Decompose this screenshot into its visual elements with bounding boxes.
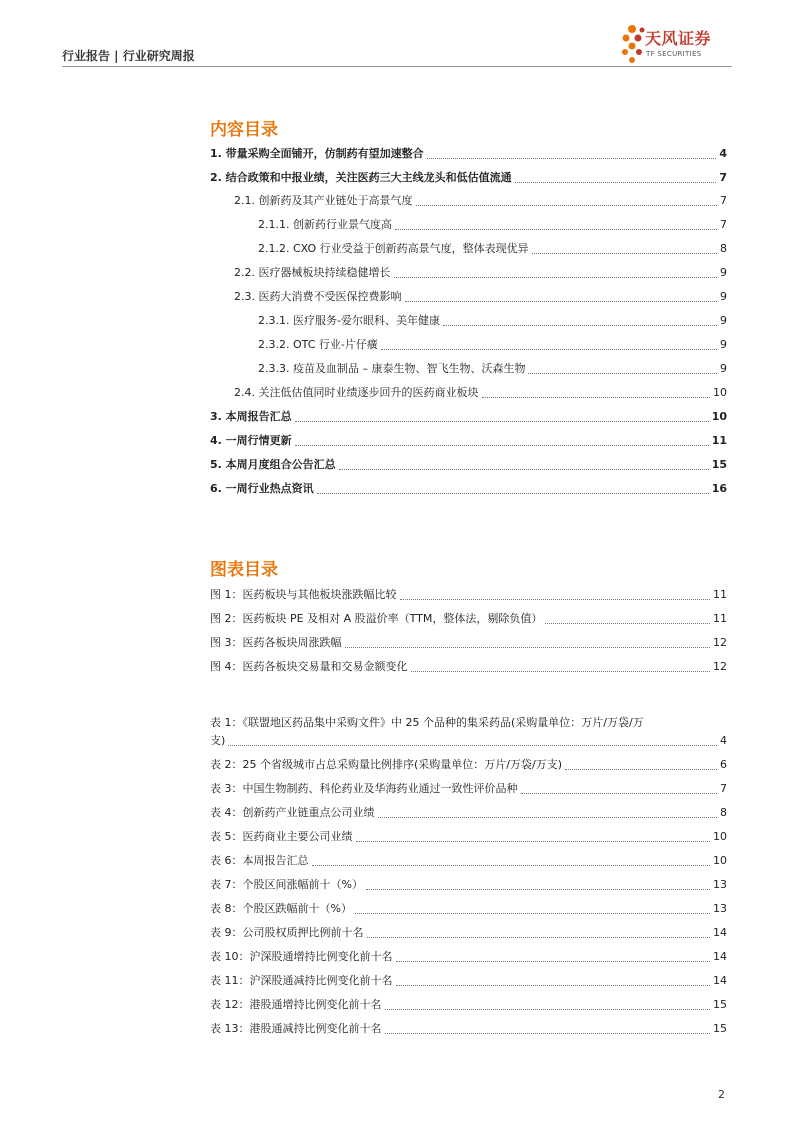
figure-item-4[interactable]	[210, 658, 727, 676]
leader-dots	[366, 889, 710, 890]
figures-heading: 图表目录	[210, 560, 278, 580]
table-item-page: 4	[720, 734, 727, 747]
figure-item-1[interactable]	[210, 586, 727, 604]
leader-dots	[385, 1033, 711, 1034]
table-item-page: 6	[720, 758, 727, 771]
table-item-page: 10	[713, 830, 727, 843]
toc-item-page: 9	[720, 338, 727, 351]
toc-item-2-1[interactable]	[234, 192, 727, 210]
toc-item-page: 16	[711, 482, 727, 495]
toc-item-page: 7	[720, 194, 727, 207]
toc-item-label: 2.1.1. 创新药行业景气度高	[258, 218, 392, 231]
table-item-6[interactable]	[210, 852, 727, 870]
table-item-1[interactable]	[210, 732, 727, 750]
table-item-page: 14	[713, 926, 727, 939]
figure-item-page: 11	[713, 588, 727, 601]
toc-item-2-3-2[interactable]	[258, 336, 727, 354]
toc-item-label: 2.3.2. OTC 行业-片仔癀	[258, 338, 378, 351]
toc-item-page: 7	[720, 218, 727, 231]
leader-dots	[228, 745, 717, 746]
leader-dots	[385, 1009, 711, 1010]
toc-item-2-4[interactable]	[234, 384, 727, 402]
figure-item-2[interactable]	[210, 610, 727, 628]
toc-item-2-1-2[interactable]	[258, 240, 727, 258]
leader-dots	[565, 769, 717, 770]
toc-item-3[interactable]	[210, 408, 727, 426]
leader-dots	[345, 647, 711, 648]
toc-item-page: 9	[720, 314, 727, 327]
toc-item-5[interactable]	[210, 456, 727, 474]
page-number: 2	[718, 1088, 725, 1101]
toc-item-page: 10	[711, 410, 727, 423]
table-item-11[interactable]	[210, 972, 727, 990]
table-item-label: 表 10：沪深股通增持比例变化前十名	[210, 950, 393, 963]
table-item-page: 14	[713, 950, 727, 963]
figure-item-label: 图 1：医药板块与其他板块涨跌幅比较	[210, 588, 397, 601]
toc-item-2-1-1[interactable]	[258, 216, 727, 234]
leader-dots	[411, 671, 711, 672]
table-item-label: 表 4：创新药产业链重点公司业绩	[210, 806, 375, 819]
table-item-page: 15	[713, 998, 727, 1011]
leader-dots	[427, 158, 717, 159]
table-item-label: 表 9：公司股权质押比例前十名	[210, 926, 364, 939]
toc-item-1[interactable]	[210, 145, 727, 163]
report-category: 行业报告 | 行业研究周报	[62, 49, 195, 63]
table-item-page: 13	[713, 878, 727, 891]
leader-dots	[405, 301, 718, 302]
leader-dots	[356, 841, 711, 842]
table-item-7[interactable]	[210, 876, 727, 894]
toc-item-label: 5. 本周月度组合公告汇总	[210, 458, 336, 471]
table-item-label: 表 7：个股区间涨幅前十（%）	[210, 878, 363, 891]
toc-item-label: 2.3.3. 疫苗及血制品 – 康泰生物、智飞生物、沃森生物	[258, 362, 526, 375]
toc-item-label: 2.1.2. CXO 行业受益于创新药高景气度，整体表现优异	[258, 242, 529, 255]
table-item-label: 表 2：25 个省级城市占总采购量比例排序(采购量单位：万片/万袋/万支)	[210, 758, 562, 771]
toc-item-4[interactable]	[210, 432, 727, 450]
logo-name: 天风证券	[645, 29, 712, 48]
toc-item-label: 2.1. 创新药及其产业链处于高景气度	[234, 194, 413, 207]
toc-item-label: 2. 结合政策和中报业绩，关注医药三大主线龙头和低估值流通	[210, 171, 512, 184]
figure-item-page: 12	[713, 660, 727, 673]
figure-item-label: 图 3：医药各板块周涨跌幅	[210, 636, 342, 649]
table-item-page: 7	[720, 782, 727, 795]
table-item-label: 支)	[210, 734, 226, 747]
toc-item-label: 2.3.1. 医疗服务-爱尔眼科、美年健康	[258, 314, 440, 327]
figure-item-3[interactable]	[210, 634, 727, 652]
table-item-5[interactable]	[210, 828, 727, 846]
leader-dots	[295, 421, 709, 422]
figure-item-label: 图 2：医药板块 PE 及相对 A 股溢价率（TTM，整体法，剔除负值）	[210, 612, 543, 625]
toc-item-6[interactable]	[210, 480, 727, 498]
table-item-label: 表 6：本周报告汇总	[210, 854, 309, 867]
leader-dots	[317, 493, 709, 494]
leader-dots	[521, 793, 718, 794]
toc-item-2-3-3[interactable]	[258, 360, 727, 378]
table-item-label: 表 3：中国生物制药、科伦药业及华海药业通过一致性评价品种	[210, 782, 518, 795]
toc-item-page: 10	[713, 386, 727, 399]
leader-dots	[400, 599, 711, 600]
table-item-page: 14	[713, 974, 727, 987]
toc-item-page: 9	[720, 266, 727, 279]
leader-dots	[482, 397, 711, 398]
toc-item-page: 8	[720, 242, 727, 255]
leader-dots	[532, 253, 717, 254]
toc-item-2-3[interactable]	[234, 288, 727, 306]
toc-item-page: 11	[711, 434, 727, 447]
leader-dots	[394, 277, 718, 278]
figure-item-page: 11	[713, 612, 727, 625]
leader-dots	[545, 623, 710, 624]
toc-item-label: 2.2. 医疗器械板块持续稳健增长	[234, 266, 391, 279]
table-item-9[interactable]	[210, 924, 727, 942]
table-item-10[interactable]	[210, 948, 727, 966]
toc-item-label: 2.4. 关注低估值同时业绩逐步回升的医药商业板块	[234, 386, 479, 399]
figure-item-page: 12	[713, 636, 727, 649]
table-item-13[interactable]	[210, 1020, 727, 1038]
toc-item-page: 4	[719, 147, 727, 160]
leader-dots	[528, 373, 717, 374]
table-item-page: 15	[713, 1022, 727, 1035]
leader-dots	[378, 817, 718, 818]
toc-heading: 内容目录	[210, 120, 278, 140]
table-item-label: 表 8：个股区跌幅前十（%）	[210, 902, 352, 915]
table-item-label: 表 5：医药商业主要公司业绩	[210, 830, 353, 843]
toc-item-label: 4. 一周行情更新	[210, 434, 292, 447]
table-item-page: 10	[713, 854, 727, 867]
toc-item-2-3-1[interactable]	[258, 312, 727, 330]
table-item-label: 表 12：港股通增持比例变化前十名	[210, 998, 382, 1011]
leader-dots	[295, 445, 709, 446]
toc-item-page: 9	[720, 290, 727, 303]
table-item-1-line1[interactable]: 表 1：《联盟地区药品集中采购文件》中 25 个品种的集采药品(采购量单位：万片/万袋/万	[210, 716, 644, 729]
leader-dots	[339, 469, 709, 470]
toc-item-label: 1. 带量采购全面铺开，仿制药有望加速整合	[210, 147, 424, 160]
table-item-12[interactable]	[210, 996, 727, 1014]
toc-item-page: 15	[711, 458, 727, 471]
toc-item-page: 7	[719, 171, 727, 184]
leader-dots	[367, 937, 711, 938]
table-item-2[interactable]	[210, 756, 727, 774]
table-item-page: 8	[720, 806, 727, 819]
toc-item-label: 2.3. 医药大消费不受医保控费影响	[234, 290, 402, 303]
leader-dots	[396, 985, 711, 986]
leader-dots	[395, 229, 717, 230]
table-item-page: 13	[713, 902, 727, 915]
logo-subtitle: TF SECURITIES	[646, 50, 702, 58]
table-item-label: 表 13：港股通减持比例变化前十名	[210, 1022, 382, 1035]
leader-dots	[355, 913, 710, 914]
table-item-8[interactable]	[210, 900, 727, 918]
toc-item-2-2[interactable]	[234, 264, 727, 282]
table-item-label: 表 11：沪深股通减持比例变化前十名	[210, 974, 393, 987]
figure-item-label: 图 4：医药各板块交易量和交易金额变化	[210, 660, 408, 673]
toc-item-label: 3. 本周报告汇总	[210, 410, 292, 423]
leader-dots	[381, 349, 717, 350]
leader-dots	[396, 961, 711, 962]
leader-dots	[443, 325, 717, 326]
table-item-3[interactable]	[210, 780, 727, 798]
toc-item-label: 6. 一周行业热点资讯	[210, 482, 314, 495]
leader-dots	[312, 865, 711, 866]
table-item-4[interactable]	[210, 804, 727, 822]
toc-item-page: 9	[720, 362, 727, 375]
leader-dots	[416, 205, 718, 206]
leader-dots	[515, 182, 717, 183]
toc-item-2[interactable]	[210, 169, 727, 187]
